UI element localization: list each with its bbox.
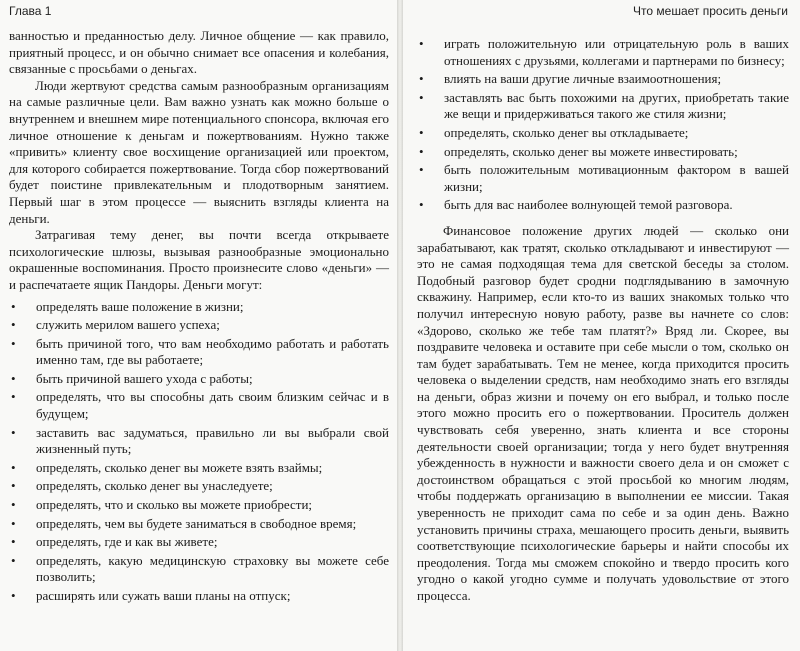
bullet-icon: • bbox=[11, 370, 16, 386]
list-item-text: определять, сколько денег вы унаследуете; bbox=[36, 478, 273, 494]
bullet-icon: • bbox=[419, 162, 424, 178]
list-item-text: быть причиной вашего ухода с работы; bbox=[36, 370, 253, 386]
list-item bbox=[417, 144, 789, 161]
bullet-icon: • bbox=[419, 89, 424, 105]
list-item bbox=[9, 478, 389, 495]
bullet-icon: • bbox=[419, 36, 424, 51]
bullet-icon: • bbox=[11, 497, 16, 513]
list-item-text: влиять на ваши другие личные взаимоотношения; bbox=[444, 71, 722, 87]
list-item bbox=[9, 460, 389, 477]
bullet-icon: • bbox=[11, 389, 16, 405]
bullet-icon: • bbox=[419, 143, 424, 159]
bullet-icon: • bbox=[11, 335, 16, 351]
list-item-text: заставлять вас быть похожими на других, приобретать такие же вещи и придерживаться такого же стиля жизни; bbox=[444, 89, 789, 122]
bullet-icon: • bbox=[11, 588, 16, 603]
list-item-text: заставить вас задуматься, правильно ли вы выбрали свой жизненный путь; bbox=[36, 424, 389, 457]
list-item bbox=[9, 299, 389, 316]
left-paragraph-2: Люди жертвуют средства самым разнообразным организациям на самые различные цели. Вам важно узнать как можно больше о внутреннем и внешнем мире потенциального спонсора, включая его личное отношение к деньгам и пожертвованиям. Нужно также «привить» клиенту свое восхищение организацией или проектом, для которого собирается пожертвование. Тогда сбор пожертвований будет поистине привлекательным и плодотворным занятием. Первый шаг в этом процессе — выяснить взгляды клиента на деньги. bbox=[9, 77, 389, 226]
list-item-text: быть положительным мотивационным фактором в вашей жизни; bbox=[444, 162, 789, 194]
list-item bbox=[9, 389, 389, 422]
list-item-text: определять, чем вы будете заниматься в свободное время; bbox=[36, 515, 357, 531]
list-item bbox=[9, 516, 389, 533]
left-page bbox=[0, 0, 397, 651]
left-page-text bbox=[9, 28, 389, 607]
list-item-text: определять, где и как вы живете; bbox=[36, 534, 218, 550]
right-page-text bbox=[417, 36, 789, 605]
bullet-icon: • bbox=[419, 197, 424, 213]
left-running-head: Глава 1 bbox=[9, 4, 52, 18]
list-item bbox=[9, 553, 389, 586]
list-item-text: определять, что и сколько вы можете приобрести; bbox=[36, 497, 313, 513]
right-paragraph-1: Финансовое положение других людей — сколько они зарабатывают, как тратят, сколько откладывают и инвестируют — это не самая подходящая тема для светской беседы за столом. Подобный разговор будет сродни подглядыванию в замочную скважину. Например, если кто-то из ваших знакомых только что получил интересную новую работу, разве вы начнете со слов: «Здорово, сколько же тебе там платят?» Вряд ли. Скорее, вы поздравите человека и оставите при себе мысли о том, сколько он там будет зарабатывать. Тем не менее, когда приходится просить человека о выделении средств, нам необходимо знать его взгляды на деньги, образ жизни и почему он его выбрал, и только после этого можно просить его о пожертвовании. Проситель должен чувствовать себя уверенно, знать клиента и все стороны деятельности своей организации; тогда у него будет внутренняя убежденность в нужности и важности своего дела и он сможет с достоинством обращаться с этой просьбой ко многим людям, чтобы поддержать организацию в выполнении ее миссии. Такая уверенность не приходит сама по себе и за один день. Важно установить причины страха, мешающего просить деньги, выявить соответствующие психологические барьеры и найти способы их преодоления. Тогда мы сможем спокойно и твердо просить кого угодно о какой угодно сумме и получать удовольствие от этого процесса. bbox=[417, 222, 789, 603]
list-item bbox=[9, 336, 389, 369]
bullet-icon: • bbox=[11, 459, 16, 475]
list-item bbox=[417, 90, 789, 123]
bullet-icon: • bbox=[11, 317, 16, 333]
list-item bbox=[417, 162, 789, 195]
left-bullet-list bbox=[9, 299, 389, 605]
bullet-icon: • bbox=[11, 478, 16, 494]
list-item-text: определять, какую медицинскую страховку вы можете себе позволить; bbox=[36, 552, 389, 585]
list-item-text: служить мерилом вашего успеха; bbox=[36, 317, 220, 333]
list-item-text: определять, сколько денег вы откладываете; bbox=[444, 124, 689, 140]
list-item-text: быть причиной того, что вам необходимо работать и работать именно там, где вы работаете; bbox=[36, 335, 389, 368]
list-item bbox=[417, 71, 789, 88]
bullet-icon: • bbox=[11, 298, 16, 314]
list-item bbox=[417, 125, 789, 142]
list-item-text: определять, что вы способны дать своим близким сейчас и в будущем; bbox=[36, 389, 389, 422]
bullet-icon: • bbox=[419, 124, 424, 140]
list-item bbox=[9, 425, 389, 458]
list-item bbox=[417, 36, 789, 69]
bullet-icon: • bbox=[11, 515, 16, 531]
list-item bbox=[9, 371, 389, 388]
list-item bbox=[9, 317, 389, 334]
list-item-text: расширять или сужать ваши планы на отпуск; bbox=[36, 588, 291, 603]
list-item bbox=[9, 497, 389, 514]
list-item-text: определять ваше положение в жизни; bbox=[36, 298, 244, 314]
list-item bbox=[9, 588, 389, 605]
left-paragraph-3: Затрагивая тему денег, вы почти всегда открываете психологические шлюзы, вызывая разнообразные эмоционально окрашенные воспоминания. Просто произнесите слово «деньги» — и распечатаете ящик Пандоры. Деньги могут: bbox=[9, 227, 389, 292]
bullet-icon: • bbox=[11, 534, 16, 550]
bullet-icon: • bbox=[11, 552, 16, 568]
list-item bbox=[9, 534, 389, 551]
right-bullet-list bbox=[417, 36, 789, 214]
bullet-icon: • bbox=[419, 71, 424, 87]
right-page bbox=[403, 0, 800, 651]
list-item-text: играть положительную или отрицательную роль в ваших отношениях с друзьями, коллегами и партнерами по бизнесу; bbox=[444, 36, 789, 68]
list-item-text: определять, сколько денег вы можете взять взаймы; bbox=[36, 459, 323, 475]
left-paragraph-1: ванностью и преданностью делу. Личное общение — как правило, приятный процесс, и он обычно снимает все опасения и колебания, связанные с просьбами о деньгах. bbox=[9, 28, 389, 77]
list-item-text: быть для вас наиболее волнующей темой разговора. bbox=[444, 197, 733, 213]
list-item-text: определять, сколько денег вы можете инвестировать; bbox=[444, 143, 738, 159]
list-item bbox=[417, 197, 789, 214]
bullet-icon: • bbox=[11, 424, 16, 440]
right-running-head: Что мешает просить деньги bbox=[633, 4, 788, 18]
